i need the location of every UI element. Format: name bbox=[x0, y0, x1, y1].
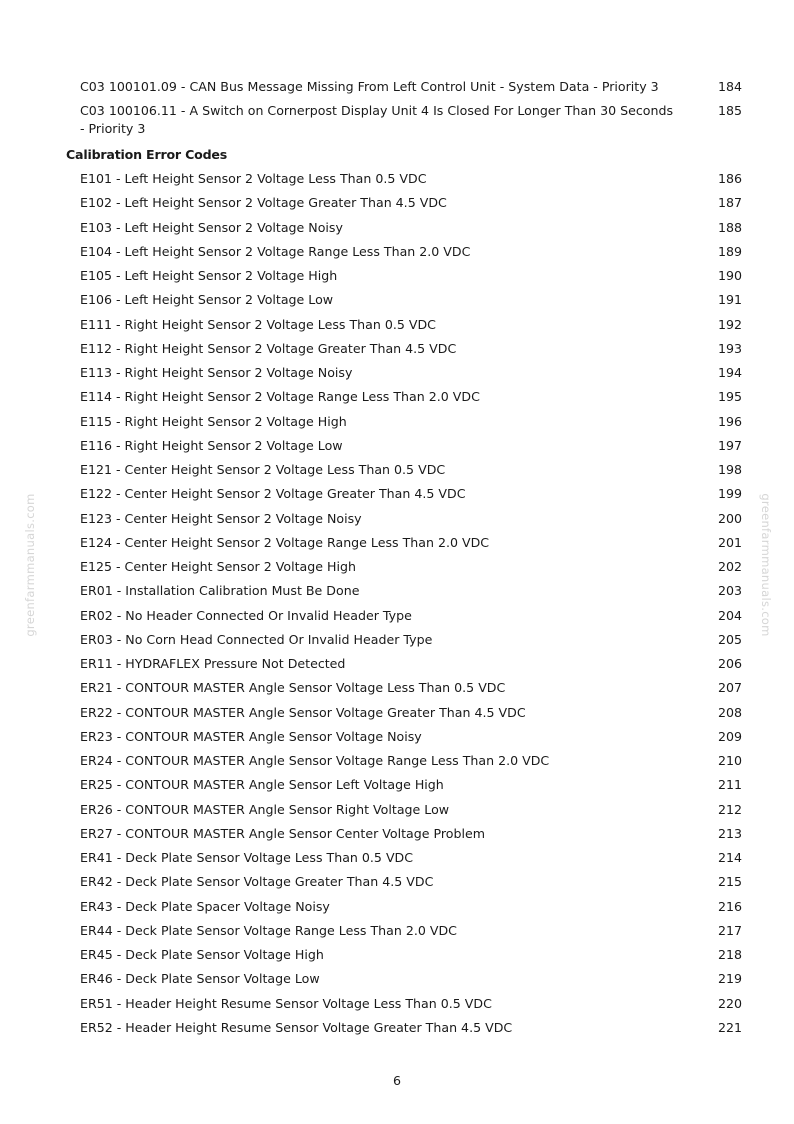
toc-entry-page: 197 bbox=[717, 437, 742, 453]
toc-entry[interactable] bbox=[80, 413, 742, 431]
toc-entry[interactable] bbox=[80, 922, 742, 940]
toc-entry-page: 211 bbox=[717, 777, 742, 793]
toc-entry-title: ER23 - CONTOUR MASTER Angle Sensor Voltage Noisy bbox=[80, 728, 422, 744]
toc-entry-page: 186 bbox=[717, 171, 742, 186]
toc-entry-title: E111 - Right Height Sensor 2 Voltage Less Than 0.5 VDC bbox=[80, 316, 436, 332]
toc-entry-page: 212 bbox=[717, 801, 742, 817]
toc-entry-title: ER52 - Header Height Resume Sensor Voltage Greater Than 4.5 VDC bbox=[80, 1019, 513, 1035]
toc-entry-title: ER42 - Deck Plate Sensor Voltage Greater Than 4.5 VDC bbox=[80, 874, 434, 890]
toc-entry-page: 213 bbox=[717, 825, 742, 841]
toc-entry[interactable] bbox=[80, 898, 742, 916]
toc-entry-title: ER25 - CONTOUR MASTER Angle Sensor Left Voltage High bbox=[80, 777, 444, 793]
toc-entry-page: 192 bbox=[717, 316, 742, 332]
toc-entry-page: 209 bbox=[717, 728, 742, 744]
toc-entry[interactable] bbox=[80, 243, 742, 261]
toc-entry[interactable] bbox=[80, 316, 742, 334]
toc-entry-page: 188 bbox=[717, 219, 742, 235]
toc-entry-page: 184 bbox=[717, 79, 742, 94]
toc-entry[interactable] bbox=[80, 873, 742, 891]
toc-entry[interactable] bbox=[80, 970, 742, 988]
toc-entry-title: ER51 - Header Height Resume Sensor Voltage Less Than 0.5 VDC bbox=[80, 995, 492, 1011]
toc-entry-page: 220 bbox=[717, 995, 742, 1011]
toc-entry-page: 199 bbox=[717, 486, 742, 502]
toc-entry[interactable] bbox=[80, 194, 742, 212]
toc-entry[interactable] bbox=[80, 704, 742, 722]
toc-entry-page: 203 bbox=[717, 583, 742, 599]
toc-entry-title: ER03 - No Corn Head Connected Or Invalid Header Type bbox=[80, 631, 433, 647]
toc-entry[interactable] bbox=[80, 1019, 742, 1037]
toc-entry[interactable] bbox=[80, 291, 742, 309]
page-number: 6 bbox=[392, 1073, 401, 1088]
toc-entry[interactable] bbox=[80, 582, 742, 600]
toc-entry[interactable] bbox=[80, 631, 742, 649]
toc-entry-page: 189 bbox=[717, 243, 742, 259]
toc-entry-page: 191 bbox=[717, 292, 742, 308]
toc-entry-page: 200 bbox=[717, 510, 742, 526]
toc-entry-title: E122 - Center Height Sensor 2 Voltage Greater Than 4.5 VDC bbox=[80, 486, 466, 502]
toc-entry-page: 214 bbox=[717, 850, 742, 865]
watermark-right: greenfarmmanuals.com bbox=[759, 493, 773, 637]
toc-entry-title: E114 - Right Height Sensor 2 Voltage Range Less Than 2.0 VDC bbox=[80, 389, 480, 405]
toc-entry[interactable] bbox=[80, 849, 742, 867]
toc-entry-title: E112 - Right Height Sensor 2 Voltage Greater Than 4.5 VDC bbox=[80, 340, 457, 356]
toc-entry-title: E116 - Right Height Sensor 2 Voltage Low bbox=[80, 437, 343, 453]
toc-entry-title: E121 - Center Height Sensor 2 Voltage Less Than 0.5 VDC bbox=[80, 462, 446, 477]
toc-entry-page: 216 bbox=[717, 898, 742, 914]
toc-entry-page: 185 bbox=[717, 103, 742, 118]
toc-entry-page: 195 bbox=[717, 389, 742, 405]
toc-entry-page: 194 bbox=[717, 365, 742, 380]
toc-entry-title: E125 - Center Height Sensor 2 Voltage High bbox=[80, 559, 356, 574]
toc-entry-page: 219 bbox=[717, 971, 742, 987]
toc-entry-title: ER11 - HYDRAFLEX Pressure Not Detected bbox=[80, 656, 346, 671]
toc-entry-page: 187 bbox=[717, 195, 742, 211]
toc-entry-page: 198 bbox=[717, 462, 742, 477]
toc-entry[interactable] bbox=[80, 558, 742, 576]
toc-entry-title: ER41 - Deck Plate Sensor Voltage Less Than 0.5 VDC bbox=[80, 850, 414, 865]
toc-entry-page: 196 bbox=[717, 413, 742, 429]
toc-entry[interactable] bbox=[80, 728, 742, 746]
toc-entry[interactable] bbox=[80, 219, 742, 237]
toc-entry-page: 215 bbox=[717, 874, 742, 890]
toc-entry[interactable] bbox=[80, 776, 742, 794]
toc-entry[interactable] bbox=[80, 752, 742, 770]
toc-entry[interactable] bbox=[80, 267, 742, 285]
toc-entry-page: 193 bbox=[717, 340, 742, 356]
toc-entry-title: E115 - Right Height Sensor 2 Voltage High bbox=[80, 413, 347, 429]
toc-entry-title: E101 - Left Height Sensor 2 Voltage Less Than 0.5 VDC bbox=[80, 171, 427, 186]
toc-entry-page: 204 bbox=[717, 607, 742, 623]
toc-entry-page: 218 bbox=[717, 947, 742, 962]
toc-entry[interactable] bbox=[80, 801, 742, 819]
toc-entry-title: E106 - Left Height Sensor 2 Voltage Low bbox=[80, 292, 334, 308]
toc-entry-title: ER46 - Deck Plate Sensor Voltage Low bbox=[80, 971, 320, 987]
toc-entry[interactable] bbox=[80, 534, 742, 552]
toc-entry-title: C03 100106.11 - A Switch on Cornerpost Display Unit 4 Is Closed For Longer Than 30 Seconds - Priority 3 bbox=[80, 103, 674, 136]
toc-entry[interactable] bbox=[80, 461, 742, 479]
toc-entry-page: 208 bbox=[717, 704, 742, 720]
toc-entry[interactable] bbox=[80, 102, 742, 138]
toc-entry-page: 205 bbox=[717, 631, 742, 647]
toc-entry[interactable] bbox=[80, 655, 742, 673]
toc-entry[interactable] bbox=[80, 170, 742, 188]
watermark-left: greenfarmmanuals.com bbox=[23, 493, 37, 637]
toc-entry-page: 210 bbox=[717, 753, 742, 768]
toc-entry[interactable] bbox=[80, 485, 742, 503]
toc-entry[interactable] bbox=[80, 946, 742, 964]
toc-entry[interactable] bbox=[80, 78, 742, 96]
toc-entry[interactable] bbox=[80, 825, 742, 843]
toc-entry-page: 202 bbox=[717, 559, 742, 574]
toc-entry-page: 206 bbox=[717, 656, 742, 671]
section-heading: Calibration Error Codes bbox=[66, 147, 228, 162]
toc-entry[interactable] bbox=[80, 364, 742, 382]
toc-entry-title: ER26 - CONTOUR MASTER Angle Sensor Right Voltage Low bbox=[80, 801, 450, 817]
toc-entry-title: E123 - Center Height Sensor 2 Voltage Noisy bbox=[80, 510, 362, 526]
toc-entry-title: ER01 - Installation Calibration Must Be Done bbox=[80, 583, 360, 599]
toc-entry-title: ER44 - Deck Plate Sensor Voltage Range Less Than 2.0 VDC bbox=[80, 922, 457, 938]
toc-entry-title: E102 - Left Height Sensor 2 Voltage Greater Than 4.5 VDC bbox=[80, 195, 447, 211]
toc-entry-title: ER24 - CONTOUR MASTER Angle Sensor Voltage Range Less Than 2.0 VDC bbox=[80, 753, 550, 768]
toc-entry[interactable] bbox=[80, 995, 742, 1013]
toc-entry-title: E104 - Left Height Sensor 2 Voltage Range Less Than 2.0 VDC bbox=[80, 243, 471, 259]
toc-entry-title: ER43 - Deck Plate Spacer Voltage Noisy bbox=[80, 898, 330, 914]
toc-entry-page: 207 bbox=[717, 680, 742, 696]
toc-entry-title: ER22 - CONTOUR MASTER Angle Sensor Voltage Greater Than 4.5 VDC bbox=[80, 704, 526, 720]
toc-entry-title: ER27 - CONTOUR MASTER Angle Sensor Center Voltage Problem bbox=[80, 825, 485, 841]
toc-entry[interactable] bbox=[80, 340, 742, 358]
toc-entry-title: E105 - Left Height Sensor 2 Voltage High bbox=[80, 268, 338, 283]
toc-entry[interactable] bbox=[80, 607, 742, 625]
toc-entry-title: E113 - Right Height Sensor 2 Voltage Noisy bbox=[80, 365, 353, 380]
toc-entry[interactable] bbox=[80, 510, 742, 528]
toc-entry[interactable] bbox=[80, 679, 742, 697]
toc-entry[interactable] bbox=[80, 388, 742, 406]
toc-entry-title: ER21 - CONTOUR MASTER Angle Sensor Voltage Less Than 0.5 VDC bbox=[80, 680, 506, 696]
toc-entry[interactable] bbox=[80, 437, 742, 455]
toc-entry-title: C03 100101.09 - CAN Bus Message Missing From Left Control Unit - System Data - Priority 3 bbox=[80, 79, 659, 94]
toc-entry-page: 201 bbox=[717, 534, 742, 550]
toc-entry-page: 217 bbox=[717, 922, 742, 938]
toc-entry-title: ER02 - No Header Connected Or Invalid Header Type bbox=[80, 607, 412, 623]
toc-entry-title: ER45 - Deck Plate Sensor Voltage High bbox=[80, 947, 324, 962]
toc-entry-page: 190 bbox=[717, 268, 742, 283]
toc-entry-page: 221 bbox=[717, 1019, 742, 1035]
toc-entry-title: E103 - Left Height Sensor 2 Voltage Noisy bbox=[80, 219, 343, 235]
toc-entry-title: E124 - Center Height Sensor 2 Voltage Range Less Than 2.0 VDC bbox=[80, 534, 490, 550]
